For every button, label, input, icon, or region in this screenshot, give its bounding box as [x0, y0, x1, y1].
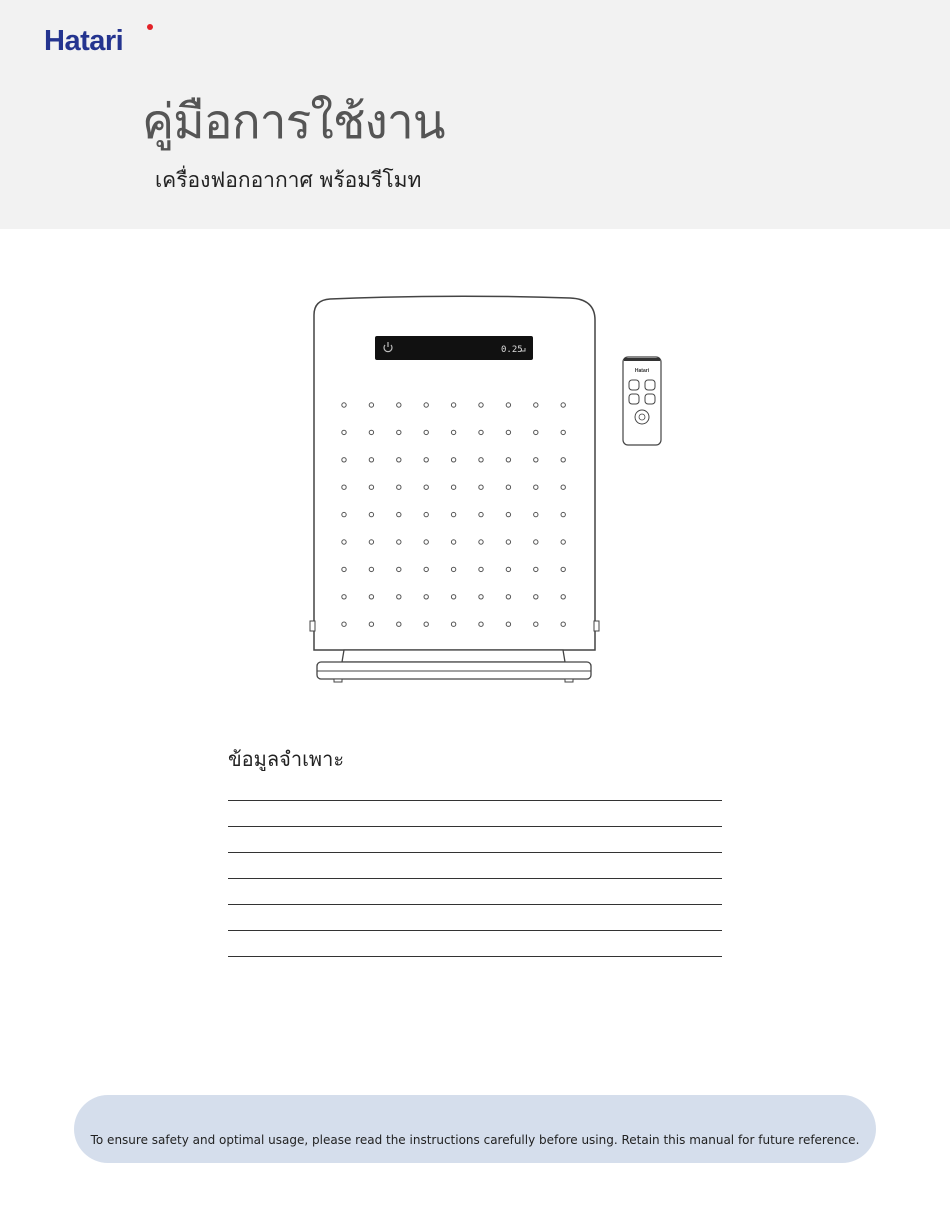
- vent-hole: [451, 595, 455, 599]
- footer-note-banner: [74, 1095, 876, 1163]
- vent-hole: [479, 622, 483, 626]
- vent-hole: [397, 485, 401, 489]
- vent-hole: [506, 430, 510, 434]
- vent-hole: [369, 403, 373, 407]
- vent-hole: [369, 622, 373, 626]
- remote-logo: Hatari: [634, 368, 650, 374]
- vent-hole: [534, 430, 538, 434]
- manual-subtitle: เครื่องฟอกอากาศ พร้อมรีโมท: [155, 168, 422, 192]
- foot-left: [334, 679, 342, 682]
- vent-hole: [369, 512, 373, 516]
- spec-row: [228, 878, 722, 904]
- vent-hole: [369, 485, 373, 489]
- vent-hole: [369, 595, 373, 599]
- spec-row: [228, 826, 722, 852]
- vent-hole: [451, 622, 455, 626]
- vent-hole: [506, 622, 510, 626]
- vent-hole: [342, 430, 346, 434]
- vent-hole: [534, 403, 538, 407]
- spec-row: [228, 930, 722, 957]
- vent-hole: [479, 458, 483, 462]
- vent-hole: [342, 622, 346, 626]
- remote-control: [623, 357, 661, 445]
- vent-hole: [342, 567, 346, 571]
- vent-hole: [424, 403, 428, 407]
- vent-hole: [534, 540, 538, 544]
- spec-row: [228, 904, 722, 930]
- vent-hole: [424, 485, 428, 489]
- vent-hole: [561, 540, 565, 544]
- vent-hole: [561, 430, 565, 434]
- vent-hole: [506, 485, 510, 489]
- left-knob: [310, 621, 315, 631]
- vent-hole: [479, 567, 483, 571]
- vent-hole: [369, 430, 373, 434]
- vent-hole: [397, 567, 401, 571]
- vent-hole: [534, 458, 538, 462]
- vent-hole: [534, 595, 538, 599]
- vent-hole: [561, 512, 565, 516]
- vent-hole: [369, 458, 373, 462]
- vent-hole: [397, 622, 401, 626]
- vent-hole: [561, 622, 565, 626]
- spec-row: [228, 852, 722, 878]
- manual-title: คู่มือการใช้งาน: [142, 94, 445, 150]
- vent-hole: [369, 540, 373, 544]
- vent-hole: [561, 595, 565, 599]
- vent-hole: [424, 430, 428, 434]
- vent-hole: [506, 403, 510, 407]
- vent-hole: [479, 595, 483, 599]
- spec-heading: ข้อมูลจำเพาะ: [228, 747, 345, 771]
- vent-hole: [451, 512, 455, 516]
- vent-hole: [424, 595, 428, 599]
- vent-hole: [506, 512, 510, 516]
- vent-hole: [479, 540, 483, 544]
- vent-hole: [369, 567, 373, 571]
- spec-row: [228, 800, 722, 826]
- stand-neck: [342, 650, 565, 662]
- vent-hole: [451, 540, 455, 544]
- vent-hole: [451, 430, 455, 434]
- vent-hole: [397, 595, 401, 599]
- vent-hole: [561, 458, 565, 462]
- vent-hole: [424, 512, 428, 516]
- vent-hole: [424, 458, 428, 462]
- vent-hole: [479, 430, 483, 434]
- vent-hole: [424, 540, 428, 544]
- vent-hole: [561, 567, 565, 571]
- vent-hole: [342, 540, 346, 544]
- vent-hole: [342, 485, 346, 489]
- vent-hole: [534, 567, 538, 571]
- vent-hole: [397, 458, 401, 462]
- vent-hole: [424, 622, 428, 626]
- vent-hole: [397, 430, 401, 434]
- logo-dot-icon: [147, 24, 153, 30]
- brand-logo: Hatari: [44, 25, 124, 57]
- vent-hole: [397, 403, 401, 407]
- cover-header: [0, 0, 950, 229]
- vent-hole: [506, 595, 510, 599]
- vent-hole: [397, 540, 401, 544]
- vent-hole: [451, 567, 455, 571]
- vent-hole: [479, 512, 483, 516]
- vent-hole: [397, 512, 401, 516]
- spec-table: [228, 800, 722, 957]
- vent-hole: [506, 540, 510, 544]
- vent-hole: [534, 485, 538, 489]
- footer-note-text: To ensure safety and optimal usage, please read the instructions carefully before using. Retain this manual for future reference.: [90, 1133, 860, 1147]
- vent-hole: [451, 403, 455, 407]
- vent-hole: [534, 512, 538, 516]
- vent-hole: [424, 567, 428, 571]
- foot-right: [565, 679, 573, 682]
- vent-hole: [506, 458, 510, 462]
- vent-hole: [342, 458, 346, 462]
- vent-hole: [451, 458, 455, 462]
- vent-hole: [561, 485, 565, 489]
- vent-hole: [342, 595, 346, 599]
- vent-hole: [342, 512, 346, 516]
- air-purifier-illustration: [300, 290, 670, 690]
- vent-hole: [479, 485, 483, 489]
- vent-hole: [506, 567, 510, 571]
- vent-hole: [342, 403, 346, 407]
- vent-hole: [561, 403, 565, 407]
- vent-hole: [479, 403, 483, 407]
- vent-hole: [534, 622, 538, 626]
- right-knob: [594, 621, 599, 631]
- vent-hole: [451, 485, 455, 489]
- display-readout: 0.25: [501, 345, 523, 355]
